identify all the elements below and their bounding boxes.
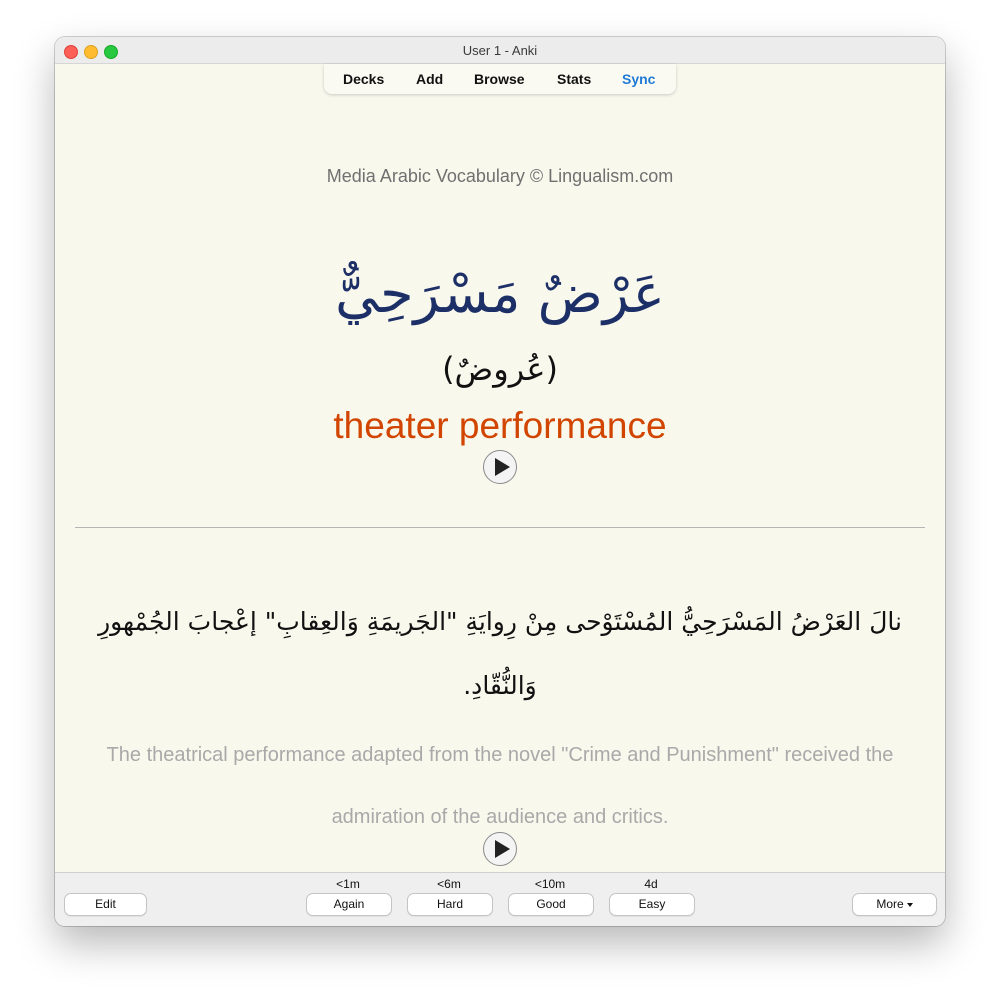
card-view	[55, 64, 945, 872]
english-meaning: theater performance	[333, 405, 667, 446]
edit-button[interactable]: Edit	[64, 893, 147, 916]
toolbar-browse[interactable]: Browse	[474, 71, 525, 87]
hard-button[interactable]: Hard	[407, 893, 493, 916]
review-bottom-bar	[55, 872, 945, 926]
again-button[interactable]: Again	[306, 893, 392, 916]
easy-interval: 4d	[644, 877, 658, 891]
caret-down-icon	[907, 903, 913, 907]
again-interval: <1m	[336, 877, 360, 891]
toolbar-decks[interactable]: Decks	[343, 71, 385, 87]
toolbar-stats[interactable]: Stats	[557, 71, 592, 87]
more-button[interactable]	[852, 893, 937, 916]
example-sentence-english: The theatrical performance adapted from the novel "Crime and Punishment" received the admiration of the audience and critics.	[106, 744, 894, 828]
anki-window	[55, 37, 945, 926]
arabic-word: عَرْضٌ مَسْرَحِيٌّ	[335, 262, 665, 325]
easy-button[interactable]: Easy	[609, 893, 695, 916]
more-label: More	[876, 897, 904, 911]
answer-divider	[75, 527, 925, 528]
good-interval: <10m	[534, 877, 566, 891]
play-icon[interactable]	[483, 450, 517, 484]
hard-interval: <6m	[437, 877, 461, 891]
title-bar	[55, 37, 945, 64]
play-icon[interactable]	[483, 832, 517, 866]
toolbar-sync[interactable]: Sync	[622, 71, 656, 87]
good-button[interactable]: Good	[508, 893, 594, 916]
window-title: User 1 - Anki	[462, 43, 538, 58]
toolbar-add[interactable]: Add	[416, 71, 444, 87]
arabic-plural: (عُروضٌ)	[442, 350, 558, 388]
example-sentence-arabic: نالَ العَرْضُ المَسْرَحِيُّ المُسْتَوْحى مِنْ رِوايَةِ "الجَريمَةِ وَالعِقابِ" إعْجابَ الجُمْهورِ وَالنُّقّادِ.	[98, 607, 902, 700]
deck-name: Media Arabic Vocabulary © Lingualism.com	[326, 166, 674, 186]
